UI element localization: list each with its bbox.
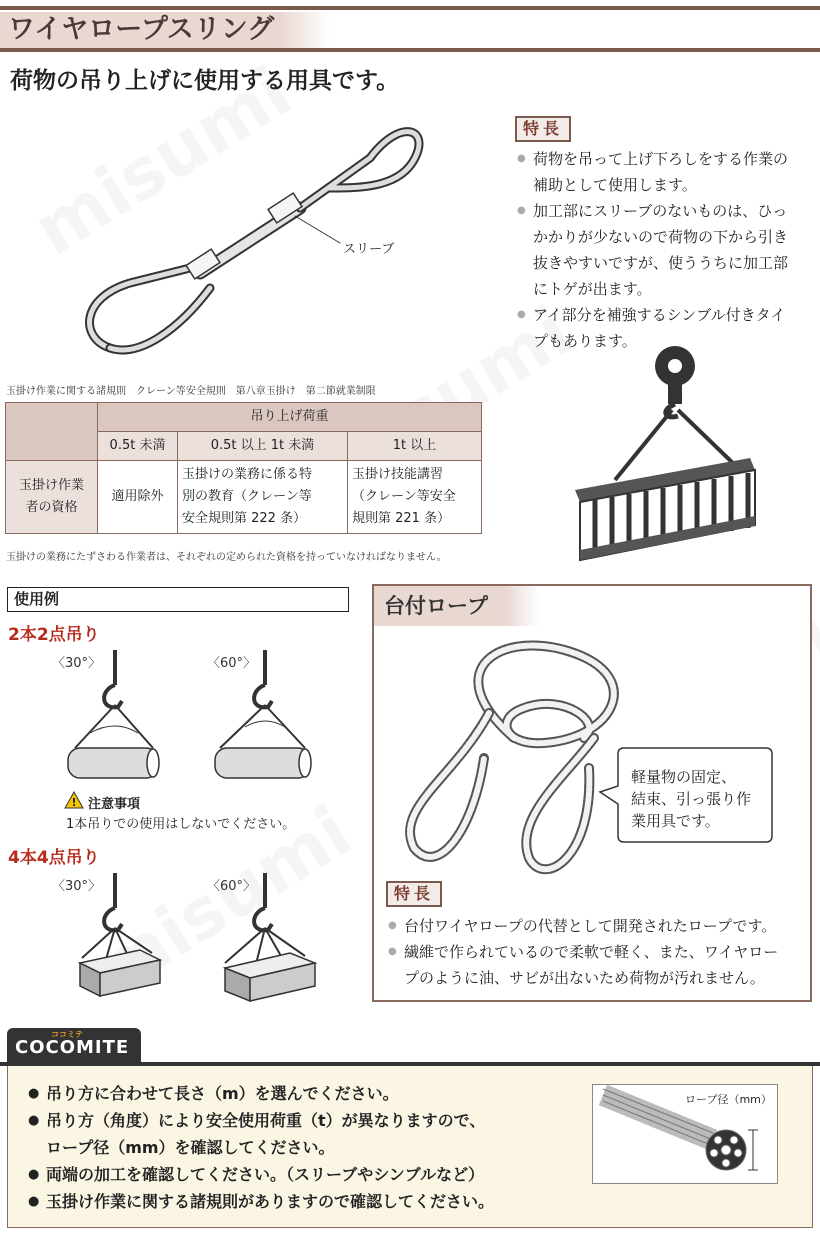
caution-text: 1本吊りでの使用はしないでください。 — [66, 817, 296, 832]
dai-features-tag: 特長 — [386, 881, 442, 907]
table-row — [6, 461, 482, 534]
sleeve-label: スリーブ — [343, 242, 395, 257]
angle-label-60: 〈60°〉 — [207, 879, 257, 894]
table-cell: 適用除外 — [98, 461, 178, 534]
rope-diameter-label: ロープ径（mm） — [685, 1093, 772, 1106]
cocomite-bar — [0, 1028, 820, 1066]
two-point-title: 2本2点吊り — [8, 625, 100, 645]
four-point-lift-illustration — [60, 868, 330, 1008]
list-item: ● 両端の加工を確認してください。（スリーブやシンブルなど） — [28, 1161, 494, 1188]
table-cell: 玉掛けの業務に係る特 別の教育（クレーン等 安全規則第 222 条） — [178, 461, 348, 534]
dai-features-list — [388, 913, 808, 991]
table-note: 玉掛けの業務にたずさわる作業者は、それぞれの定められた資格を持っていなければなりません。 — [6, 552, 447, 563]
cocomite-logo: COCOMITE ココミテ — [7, 1028, 141, 1066]
table-row — [6, 403, 482, 432]
list-item-continuation: ロープ径（mm）を確認してください。 — [46, 1138, 335, 1157]
page-title: ワイヤロープスリング — [0, 12, 330, 48]
dai-rope-panel — [372, 584, 812, 1002]
features-section — [515, 116, 571, 142]
check-list — [28, 1080, 494, 1215]
angle-label-30: 〈30°〉 — [52, 879, 102, 894]
cocomite-logo-kana: ココミテ — [51, 1030, 83, 1039]
caution-title: 注意事項 — [88, 797, 141, 812]
svg-text:!: ! — [71, 796, 77, 809]
four-point-title: 4本4点吊り — [8, 848, 100, 868]
table-row-header: 玉掛け作業 者の資格 — [6, 461, 98, 534]
page-subtitle: 荷物の吊り上げに使用する用具です。 — [10, 68, 400, 94]
table-column-header: 0.5t 以上 1t 未満 — [178, 432, 348, 461]
header-top-line — [0, 6, 820, 10]
bubble-text: 軽量物の固定、 結束、引っ張り作 業用具です。 — [631, 768, 752, 830]
dai-rope-title: 台付ロープ — [374, 586, 539, 626]
warning-icon — [64, 791, 84, 809]
qualification-table — [5, 402, 482, 534]
dai-rope-illustration — [394, 628, 624, 888]
two-point-lift-illustration — [60, 645, 330, 785]
list-item: ● アイ部分を補強するシンブル付きタイ プもあります。 — [517, 302, 817, 354]
list-item: ● 台付ワイヤロープの代替として開発されたロープです。 — [388, 913, 808, 939]
list-item: ● 吊り方（角度）により安全使用荷重（t）が異なりますので、 — [28, 1107, 494, 1134]
features-tag: 特長 — [515, 116, 571, 142]
list-item: ● 玉掛け作業に関する諸規則がありますので確認してください。 — [28, 1188, 494, 1215]
features-list — [517, 146, 817, 354]
table-column-header: 0.5t 未満 — [98, 432, 178, 461]
angle-label-60: 〈60°〉 — [207, 656, 257, 671]
list-item: ● 荷物を吊って上げ下ろしをする作業の 補助として使用します。 — [517, 146, 817, 198]
usage-section-title: 使用例 — [7, 587, 349, 612]
table-group-header: 吊り上げ荷重 — [98, 403, 482, 432]
list-item: ● 吊り方に合わせて長さ（m）を選んでください。 — [28, 1080, 494, 1107]
rope-diameter-diagram — [592, 1084, 778, 1184]
list-item: ● 加工部にスリーブのないものは、ひっ かかりが少ないので荷物の下から引き 抜きやすいですが、使ううちに加工部 にトゲが出ます。 — [517, 198, 817, 302]
crane-lift-illustration — [570, 340, 770, 570]
law-note: 玉掛け作業に関する諸規則 クレーン等安全規則 第八章玉掛け 第二節就業制限 — [6, 386, 376, 397]
angle-label-30: 〈30°〉 — [52, 656, 102, 671]
table-corner — [6, 403, 98, 461]
list-item: ● 繊維で作られているので柔軟で軽く、また、ワイヤロー プのように油、サビが出ないため荷物が汚れません。 — [388, 939, 808, 991]
dai-features-section — [386, 881, 442, 907]
table-column-header: 1t 以上 — [348, 432, 482, 461]
header-band — [0, 6, 820, 56]
table-cell: 玉掛け技能講習 （クレーン等安全 規則第 221 条） — [348, 461, 482, 534]
